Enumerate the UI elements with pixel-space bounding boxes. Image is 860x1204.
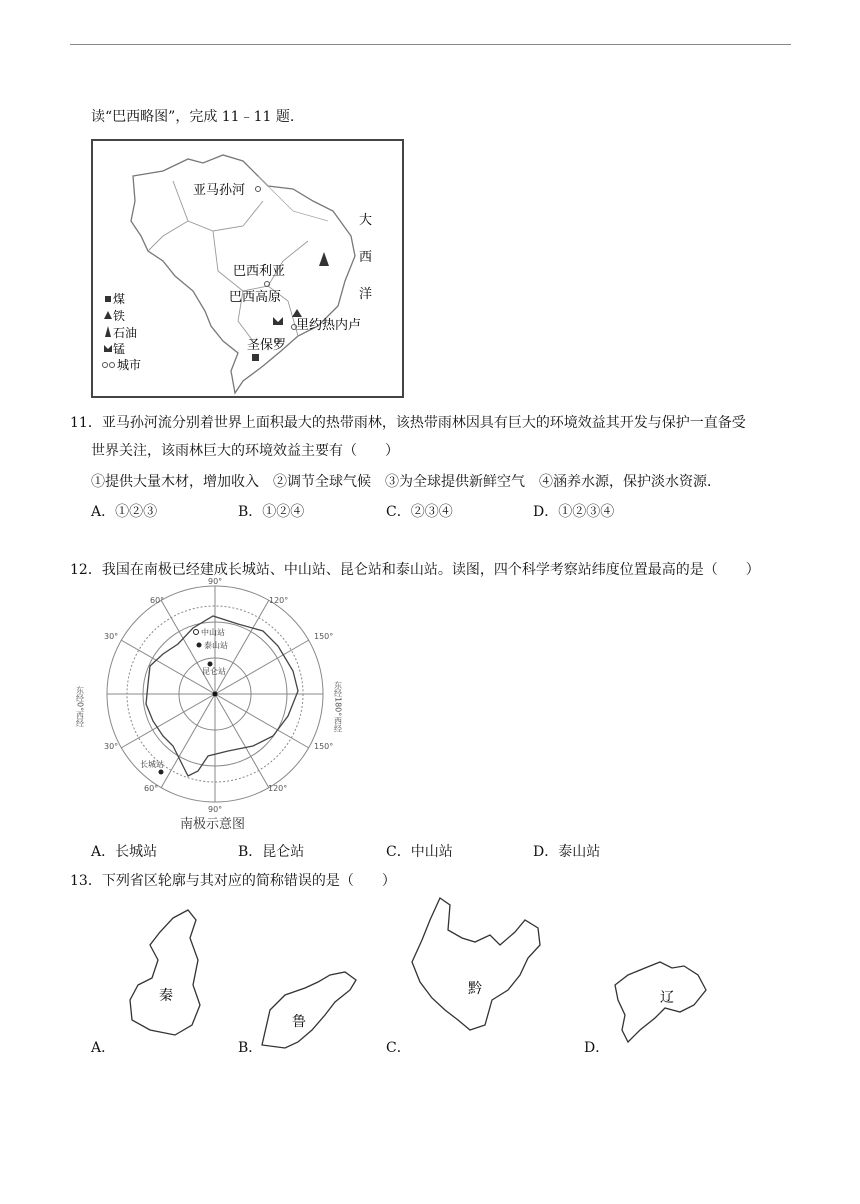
q13-stem: 13．下列省区轮廓与其对应的简称错误的是（ ） <box>70 873 396 889</box>
legend-iron-icon <box>104 311 112 319</box>
antarctica-caption: 南极示意图 <box>180 817 246 832</box>
deg-label-bottom-120: 120° <box>268 784 288 793</box>
q12-stem: 12．我国在南极已经建成长城站、中山站、昆仑站和泰山站。读图，四个科学考察站纬度位置最高的是（ ） <box>70 562 760 578</box>
kunlun-station-label: 昆仑站 <box>202 667 226 676</box>
ocean-label-2: 西 <box>359 250 373 265</box>
oil-icon <box>319 252 329 266</box>
changcheng-station-label: 长城站 <box>140 760 164 769</box>
zhongshan-station-label: 中山站 <box>201 628 225 637</box>
q12-option-c[interactable]: C．中山站 <box>386 844 453 860</box>
taishan-station-icon <box>197 643 202 648</box>
deg-label-right-150: 150° <box>314 632 334 641</box>
saopaulo-label: 圣保罗 <box>247 338 287 353</box>
zhongshan-station-icon <box>194 630 199 635</box>
shaanxi-outline <box>130 910 200 1035</box>
q12-option-a[interactable]: A．长城站 <box>91 844 158 860</box>
deg-label-top-120: 120° <box>269 596 289 605</box>
legend-city: 城市 <box>117 358 142 372</box>
iron-icon <box>292 309 302 317</box>
antarctica-map-figure <box>75 577 353 834</box>
q11-option-c[interactable]: C．②③④ <box>386 504 453 520</box>
q11-stem-line2: 世界关注，该雨林巨大的环境效益主要有（ ） <box>91 443 399 459</box>
legend-iron: 铁 <box>113 309 126 323</box>
ocean-label-3: 洋 <box>359 287 373 302</box>
brazil-map-figure <box>93 141 402 396</box>
q11-option-d[interactable]: D．①②③④ <box>533 504 615 520</box>
legend-oil-icon <box>105 326 111 337</box>
legend-city-icon <box>103 363 108 368</box>
left-meridian-label: 东经0°西经 <box>75 686 85 728</box>
q11-option-a[interactable]: A．①②③ <box>91 504 158 520</box>
plateau-label: 巴西高原 <box>229 290 282 305</box>
q13-option-b[interactable]: B． <box>238 1040 263 1056</box>
q13-option-c[interactable]: C． <box>386 1040 411 1056</box>
city-icon <box>256 187 261 192</box>
q12-option-b[interactable]: B．昆仑站 <box>238 844 305 860</box>
ocean-label-1: 大 <box>359 213 373 228</box>
coal-icon <box>252 354 259 361</box>
province-outlines <box>0 890 860 1070</box>
q13-option-a[interactable]: A． <box>91 1040 116 1056</box>
brazil-legend <box>103 291 142 372</box>
legend-coal: 煤 <box>113 292 126 306</box>
header-rule <box>70 44 791 45</box>
deg-label-bottom-90: 90° <box>208 805 223 814</box>
taishan-station-label: 泰山站 <box>204 641 228 650</box>
manganese-icon <box>273 317 283 325</box>
right-meridian-label: 东经180°西经 <box>333 681 343 733</box>
amazon-label: 亚马孙河 <box>193 183 246 198</box>
shape-label-qin: 秦 <box>159 988 173 1004</box>
antarctica-map <box>75 577 353 834</box>
shape-label-liao: 辽 <box>660 990 674 1006</box>
deg-label-top-90: 90° <box>208 577 223 586</box>
shandong-outline <box>262 972 356 1048</box>
kunlun-station-icon <box>208 662 213 667</box>
deg-label-bottom-60: 60° <box>144 784 159 793</box>
deg-label-top-60: 60° <box>150 596 165 605</box>
brasilia-label: 巴西利亚 <box>233 264 286 279</box>
legend-oil: 石油 <box>113 326 138 340</box>
shape-label-qian: 黔 <box>468 981 482 997</box>
q11-option-b[interactable]: B．①②④ <box>238 504 305 520</box>
q11-stem-line1: 11．亚马孙河流分别着世界上面积最大的热带雨林，该热带雨林因具有巨大的环境效益其开发与保护一直备受 <box>70 415 746 431</box>
legend-manganese-icon <box>104 345 112 352</box>
deg-label-right-150b: 150° <box>314 742 334 751</box>
yunnan-outline <box>412 898 540 1030</box>
legend-manganese: 锰 <box>113 342 126 356</box>
q12-option-d[interactable]: D．泰山站 <box>533 844 601 860</box>
deg-label-left-30: 30° <box>104 742 119 751</box>
q11-items: ①提供大量木材，增加收入 ②调节全球气候 ③为全球提供新鲜空气 ④涵养水源，保护淡水资源． <box>91 474 721 490</box>
legend-coal-icon <box>105 296 111 302</box>
deg-label-left-60: 30° <box>104 632 119 641</box>
q13-option-d[interactable]: D． <box>584 1040 610 1056</box>
changcheng-station-icon <box>159 770 164 775</box>
intro-text: 读“巴西略图”，完成 11﹣11 题. <box>91 109 295 125</box>
brazil-map <box>91 139 404 398</box>
shape-label-lu: 鲁 <box>292 1014 306 1030</box>
rio-label: 里约热内卢 <box>296 318 362 333</box>
legend-city-icon <box>110 363 115 368</box>
